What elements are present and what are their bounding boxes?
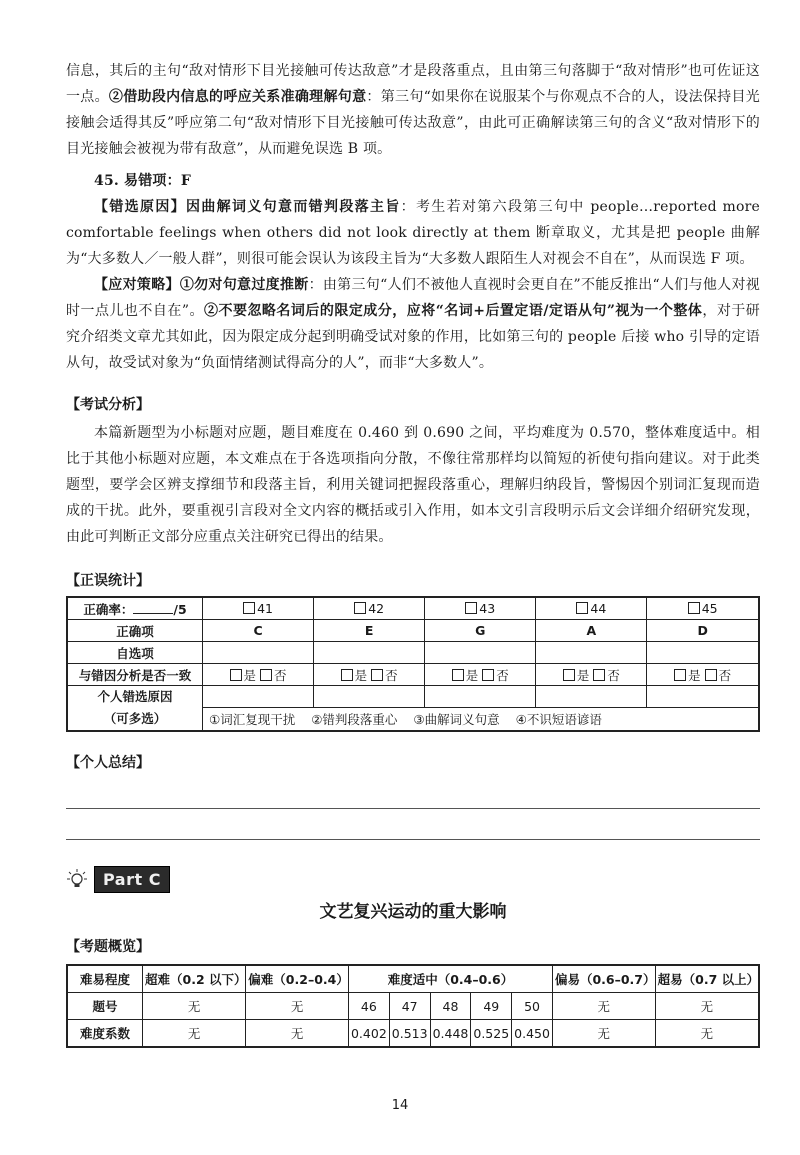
summary-line-1[interactable] [66, 778, 760, 809]
top-paragraph: 信息，其后的主句“敌对情形下目光接触可传达敌意”才是段落重点，且由第三句落脚于“敌对情形”也可佐证这一点。②借助段内信息的呼应关系准确理解句意：第三句“如果你在说服某个与你观点不合的人，设法保持目光接触会适得其反”呼应第二句“敌对情形下目光接触可传达敌意”，由此可正确解读第三句的含义“敌对情形下的目光接触会被视为带有敌意”，从而避免误选 B 项。 [66, 63, 760, 157]
yes-no-cell[interactable]: 是 否 [536, 664, 647, 686]
stats-table [66, 596, 760, 732]
yes-no-cell[interactable]: 是 否 [314, 664, 425, 686]
question-number-row: 题号 无 无 46 47 48 49 50 无 无 [67, 993, 759, 1020]
question-44[interactable]: 44 [536, 597, 647, 620]
article-title: 文艺复兴运动的重大影响 [319, 902, 507, 922]
self-choice-row: 自选项 [67, 642, 759, 664]
self-choice-cell[interactable] [314, 642, 425, 664]
self-choice-cell[interactable] [425, 642, 536, 664]
overview-title: 【考题概览】 [66, 939, 150, 955]
page-number: 14 [391, 1098, 409, 1113]
item-45-strategy: 【应对策略】①勿对句意过度推断：由第三句“人们不被他人直视时会更自在”不能反推出“人们与他人对视时一点儿也不自在”。②不要忽略名词后的限定成分，应将“名词+后置定语/定语从句”视为一个整体，对于研究介绍类文章尤其如此，因为限定成分起到明确受试对象的作用，比如第三句的 people 后接 who 引导的定语从句，故受试对象为“负面情绪测试得高分的人”，而非“大多数人”。 [66, 277, 760, 371]
checkbox[interactable] [354, 602, 366, 614]
light-bulb-icon [66, 868, 88, 892]
reason-options: ①词汇复现干扰 ②错判段落重心 ③曲解词义句意 ④不识短语谚语 [203, 708, 760, 731]
self-choice-cell[interactable] [536, 642, 647, 664]
yes-no-cell[interactable]: 是 否 [647, 664, 759, 686]
checkbox[interactable] [688, 602, 700, 614]
personal-reason-row-1 [67, 686, 759, 708]
summary-title: 【个人总结】 [66, 755, 150, 771]
checkbox[interactable] [465, 602, 477, 614]
yes-no-cell[interactable]: 是 否 [425, 664, 536, 686]
coefficient-row: 难度系数 无 无 0.402 0.513 0.448 0.525 0.450 无 无 [67, 1020, 759, 1048]
accuracy-blank[interactable] [133, 601, 173, 614]
part-c-badge: Part C [94, 866, 170, 893]
checkbox[interactable] [576, 602, 588, 614]
question-45[interactable]: 45 [647, 597, 759, 620]
correct-row: 正确项 C E G A D [67, 620, 759, 642]
part-c-header [66, 866, 760, 893]
yes-no-cell[interactable]: 是 否 [203, 664, 314, 686]
exam-analysis-title: 【考试分析】 [66, 397, 150, 413]
checkbox[interactable] [243, 602, 255, 614]
self-choice-cell[interactable] [203, 642, 314, 664]
stats-title: 【正误统计】 [66, 573, 150, 589]
page-content [66, 58, 760, 1048]
question-43[interactable]: 43 [425, 597, 536, 620]
item-45-heading: 45. 易错项：F [94, 173, 191, 189]
stats-header-row [67, 597, 759, 620]
question-41[interactable]: 41 [203, 597, 314, 620]
accuracy-cell: 正确率： /5 [67, 597, 203, 620]
item-45-reason: 【错选原因】因曲解词义句意而错判段落主旨：考生若对第六段第三句中 people…reported more comfortable feelings when others did not look directly at them 断章取义，尤其是把 people 曲解为“大多数人／一般人群”，则很可能会误认为该段主旨为“大多数人跟陌生人对视会不自在”，从而误选 F 项。 [66, 199, 760, 267]
self-choice-cell[interactable] [647, 642, 759, 664]
difficulty-header-row: 难易程度 超难（0.2 以下） 偏难（0.2–0.4） 难度适中（0.4–0.6） 偏易（0.6–0.7） 超易（0.7 以上） [67, 965, 759, 993]
summary-line-2[interactable] [66, 809, 760, 840]
question-42[interactable]: 42 [314, 597, 425, 620]
exam-analysis-text: 本篇新题型为小标题对应题，题目难度在 0.460 到 0.690 之间，平均难度为 0.570，整体难度适中。相比于其他小标题对应题，本文难点在于各选项指向分散，不像往常那样均以简短的祈使句指向建议。对于此类题型，要学会区辨支撑细节和段落主旨，利用关键词把握段落重心，理解归纳段旨，警惕因个别词汇复现而造成的干扰。此外，要重视引言段对全文内容的概括或引入作用，如本文引言段明示后文会详细介绍研究发现，由此可判断正文部分应重点关注研究已得出的结果。 [66, 425, 760, 545]
difficulty-table [66, 964, 760, 1048]
personal-reason-label: 个人错选原因 （可多选） [67, 686, 203, 732]
consistent-row: 与错因分析是否一致 是 否 是 否 是 否 是 否 是 否 [67, 664, 759, 686]
